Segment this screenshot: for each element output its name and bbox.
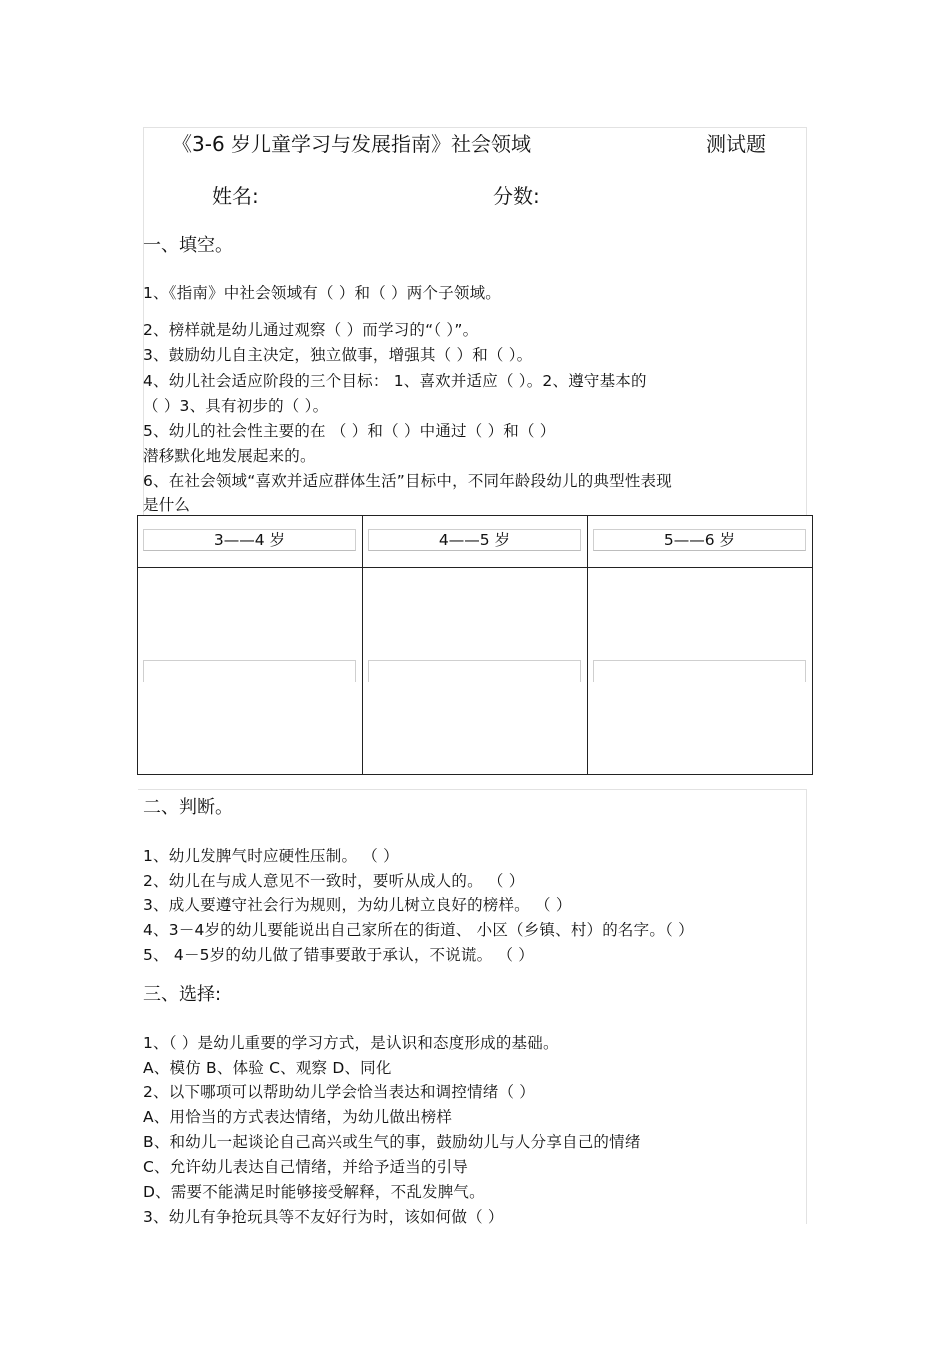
answer-cell-4-5 [368, 660, 581, 682]
section2-heading: 二、判断。 [143, 797, 233, 818]
choice-line: A、用恰当的方式表达情绪，为幼儿做出榜样 [143, 1108, 453, 1126]
frame-right-line [806, 127, 807, 515]
age-group-table [137, 515, 813, 775]
table-divider [587, 516, 588, 774]
fill-blank-line: 5、幼儿的社会性主要的在 （ ）和（ ）中通过（ ）和（ ） [143, 422, 556, 440]
age-header-4-5: 4——5 岁 [368, 529, 581, 551]
judge-line: 5、 4－5岁的幼儿做了错事要敢于承认，不说谎。 （ ） [143, 946, 534, 964]
frame2-top-line [138, 789, 807, 790]
choice-line: 3、幼儿有争抢玩具等不友好行为时，该如何做（ ） [143, 1208, 504, 1226]
name-label: 姓名: [212, 184, 259, 208]
table-divider [362, 516, 363, 774]
choice-line: C、允许幼儿表达自己情绪，并给予适当的引导 [143, 1158, 469, 1176]
choice-line: A、模仿 B、体验 C、观察 D、同化 [143, 1059, 392, 1077]
choice-line: B、和幼儿一起谈论自己高兴或生气的事，鼓励幼儿与人分享自己的情绪 [143, 1133, 641, 1151]
age-header-5-6: 5——6 岁 [593, 529, 806, 551]
fill-blank-line: 3、鼓励幼儿自主决定，独立做事，增强其（ ）和（ ）。 [143, 346, 533, 364]
fill-blank-line: 6、在社会领域“喜欢并适应群体生活”目标中，不同年龄段幼儿的典型性表现 [143, 472, 672, 490]
fill-blank-line: （ ）3、具有初步的（ ）。 [143, 397, 329, 415]
choice-line: 2、以下哪项可以帮助幼儿学会恰当表达和调控情绪（ ） [143, 1083, 535, 1101]
judge-line: 3、成人要遵守社会行为规则，为幼儿树立良好的榜样。 （ ） [143, 896, 572, 914]
answer-cell-3-4 [143, 660, 356, 682]
section3-heading: 三、选择: [143, 984, 222, 1005]
page-title-suffix: 测试题 [706, 132, 766, 156]
fill-blank-line: 4、幼儿社会适应阶段的三个目标： 1、喜欢并适应（ ）。2、遵守基本的 [143, 372, 647, 390]
fill-blank-line: 2、榜样就是幼儿通过观察（ ）而学习的“（ ）”。 [143, 321, 479, 339]
fill-blank-line: 潜移默化地发展起来的。 [143, 447, 316, 465]
judge-line: 1、幼儿发脾气时应硬性压制。 （ ） [143, 847, 399, 865]
frame2-right-line [806, 789, 807, 1224]
fill-blank-line: 是什么 [143, 496, 191, 514]
choice-line: D、需要不能满足时能够接受解释，不乱发脾气。 [143, 1183, 485, 1201]
choice-line: 1、（ ）是幼儿重要的学习方式，是认识和态度形成的基础。 [143, 1034, 559, 1052]
page-title: 《3-6 岁儿童学习与发展指南》社会领域 [172, 132, 532, 156]
answer-cell-5-6 [593, 660, 806, 682]
judge-line: 4、3－4岁的幼儿要能说出自己家所在的街道、 小区（乡镇、村）的名字。（ ） [143, 921, 694, 939]
judge-line: 2、幼儿在与成人意见不一致时，要听从成人的。 （ ） [143, 872, 525, 890]
section1-heading: 一、填空。 [143, 235, 233, 256]
score-label: 分数: [493, 184, 540, 208]
age-header-3-4: 3——4 岁 [143, 529, 356, 551]
fill-blank-line: 1、《指南》中社会领域有（ ）和（ ）两个子领域。 [143, 284, 501, 302]
table-header-divider [138, 567, 812, 568]
